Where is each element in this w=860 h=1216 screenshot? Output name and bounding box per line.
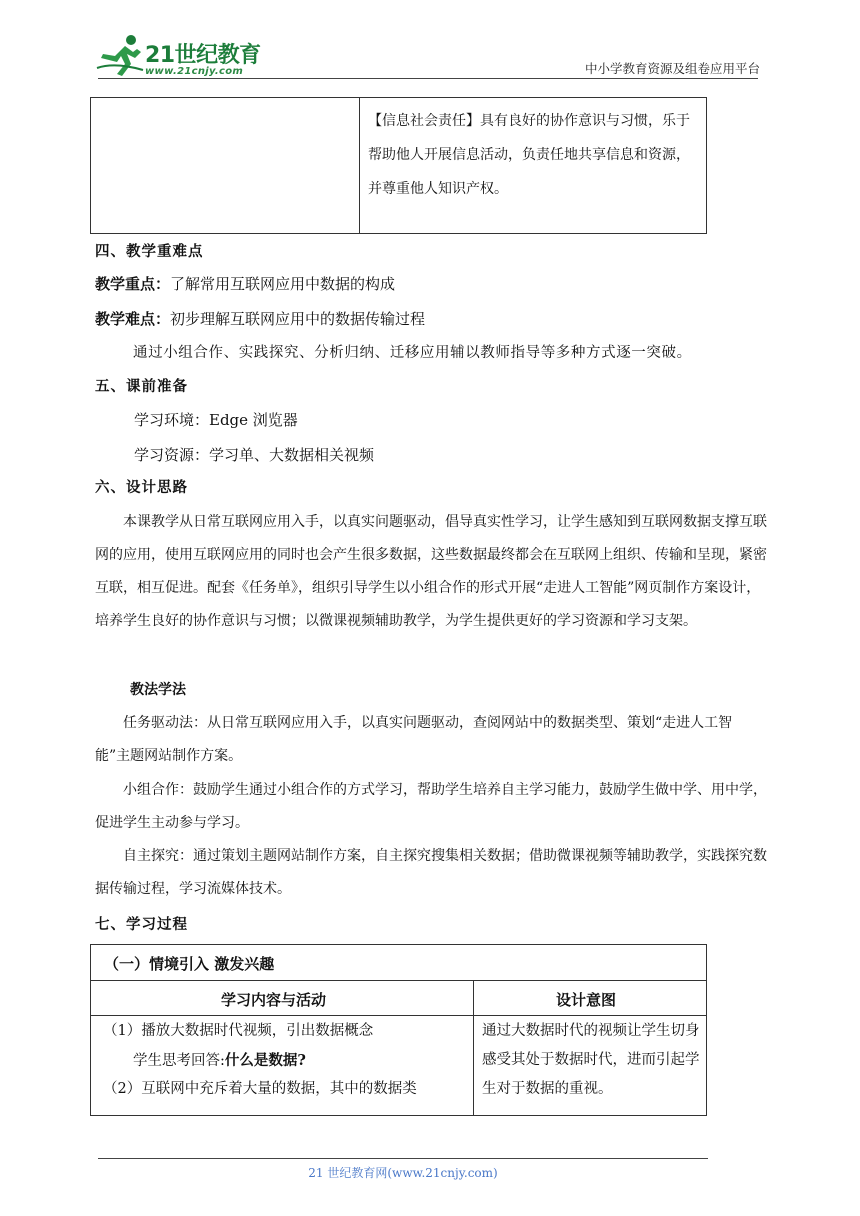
header-divider — [98, 78, 758, 79]
runner-logo-icon — [95, 34, 147, 78]
sub-heading-methods: 教法学法 — [130, 682, 186, 698]
group-cooperation-paragraph: 小组合作：鼓励学生通过小组合作的方式学习，帮助学生培养自主学习能力，鼓励学生做中学、用中学，促进学生主动参与学习。 — [95, 782, 767, 831]
column-header-intent: 设计意图 — [556, 991, 617, 1009]
difficulty-value: 初步理解互联网应用中的数据传输过程 — [170, 310, 426, 328]
task-driven-paragraph: 任务驱动法：从日常互联网应用入手，以真实问题驱动，查阅网站中的数据类型、策划“走进人工智能”主题网站制作方案。 — [95, 715, 733, 764]
table-cell-social-responsibility: 【信息社会责任】具有良好的协作意识与习惯，乐于帮助他人开展信息活动，负责任地共享信息和资源，并尊重他人知识产权。 — [368, 113, 690, 197]
table-column-divider — [473, 981, 474, 1115]
section-heading-4: 四、教学重难点 — [95, 243, 204, 260]
activity-line-1: （1）播放大数据时代视频，引出数据概念 — [103, 1023, 374, 1039]
activity-line-2 — [133, 1046, 306, 1076]
platform-name: 中小学教育资源及组卷应用平台 — [584, 61, 760, 76]
design-intent-text: 通过大数据时代的视频让学生切身感受其处于数据时代，进而引起学生对于数据的重视。 — [482, 1023, 700, 1097]
footer-link[interactable]: 21 世纪教育网(www.21cnjy.com) — [308, 1166, 498, 1180]
column-header-content: 学习内容与活动 — [221, 991, 327, 1009]
learning-resources: 学习资源：学习单、大数据相关视频 — [134, 446, 375, 464]
method-text: 通过小组合作、实践探究、分析归纳、迁移应用辅以教师指导等多种方式逐一突破。 — [133, 345, 692, 361]
difficulty-line — [95, 309, 425, 330]
logo-text: 21世纪教育 — [145, 43, 261, 68]
section-heading-7: 七、学习过程 — [95, 916, 188, 933]
self-exploration-paragraph: 自主探究：通过策划主题网站制作方案，自主探究搜集相关数据；借助微课视频等辅助教学，实践探究数据传输过程，学习流媒体技术。 — [95, 848, 767, 897]
activity-line-2-prefix: 学生思考回答: — [133, 1053, 225, 1069]
section-heading-5: 五、课前准备 — [95, 378, 188, 395]
process-table — [90, 944, 707, 1116]
difficulty-label: 教学难点： — [95, 310, 171, 328]
key-point-line — [95, 274, 395, 295]
activity-line-3: （2）互联网中充斥着大量的数据，其中的数据类 — [103, 1081, 417, 1097]
process-table-title: （一）情境引入 激发兴趣 — [104, 955, 275, 973]
objectives-table — [90, 97, 707, 234]
key-point-label: 教学重点： — [95, 275, 171, 293]
table-row-divider — [91, 980, 706, 981]
table-column-divider — [359, 98, 360, 233]
section-heading-6: 六、设计思路 — [95, 479, 188, 496]
logo-subtext: www.21cnjy.com — [145, 66, 244, 77]
key-point-value: 了解常用互联网应用中数据的构成 — [170, 275, 396, 293]
activity-question: 什么是数据? — [224, 1052, 306, 1069]
footer-divider — [98, 1158, 708, 1159]
design-paragraph: 本课教学从日常互联网应用入手，以真实问题驱动，倡导真实性学习，让学生感知到互联网数据支撑互联网的应用，使用互联网应用的同时也会产生很多数据，这些数据最终都会在互联网上组织、传输和呈现，紧密互联，相互促进。配套《任务单》，组织引导学生以小组合作的形式开展“走进人工智能”网页制作方案设计，培养学生良好的协作意识与习惯；以微课视频辅助教学，为学生提供更好的学习资源和学习支架。 — [95, 514, 767, 629]
learning-environment: 学习环境：Edge 浏览器 — [134, 411, 298, 429]
table-row-divider — [91, 1015, 706, 1016]
